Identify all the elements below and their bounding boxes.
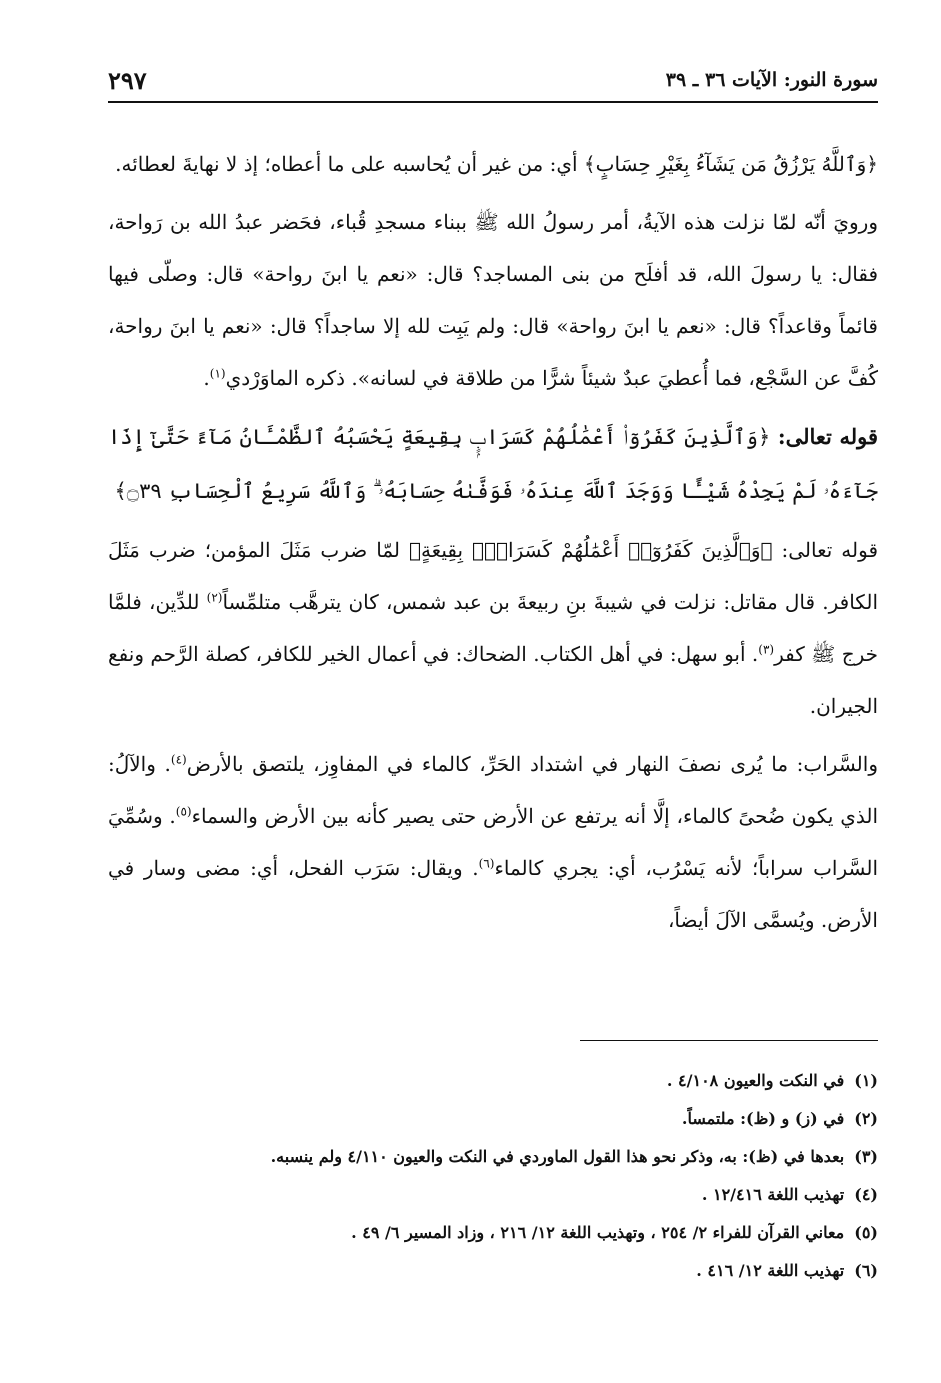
paragraph-1: ﴿وَٱللَّهُ يَرْزُقُ مَن يَشَآءُ بِغَيْرِ حِسَابٍ﴾ أي: من غير أن يُحاسبه على ما أعطاه؛ إذ لا نهايةَ لعطائه.: [115, 152, 878, 176]
footnote-text: في النكت والعيون ٤/١٠٨ .: [666, 1071, 845, 1090]
footnote-number: (٢): [854, 1109, 878, 1128]
footnote-separator: [580, 1040, 878, 1041]
paragraph-3: [108, 524, 878, 732]
footnote-text: تهذيب اللغة ١٢/٤١٦ .: [701, 1185, 845, 1204]
footnote-2: [108, 1100, 878, 1138]
verse-text: ﴿وَٱلَّذِينَ كَفَرُوٓا۟ أَعْمَٰلُهُمْ كَسَرَابٍۭ بِقِيعَةٍ يَحْسَبُهُ ٱلظَّمْـَٔانُ مَآءً حَتَّىٰٓ إِذَا جَآءَهُۥ لَمْ يَجِدْهُ شَيْـًٔا وَوَجَدَ ٱللَّهَ عِندَهُۥ فَوَفَّىٰهُ حِسَابَهُۥ ۗ وَٱللَّهُ سَرِيعُ ٱلْحِسَابِ ۝٣٩﴾: [108, 425, 878, 503]
footnote-text: بعدها في (ظ): به، وذكر نحو هذا القول الماوردي في النكت والعيون ٤/١١٠ ولم ينسبه.: [270, 1147, 845, 1166]
footnote-4: [108, 1176, 878, 1214]
footnote-5: [108, 1214, 878, 1252]
footnote-text: معاني القرآن للفراء ٢/ ٢٥٤ ، وتهذيب اللغة ١٢/ ٢١٦ ، وزاد المسير ٦/ ٤٩ .: [351, 1223, 845, 1242]
footnote-number: (٥): [854, 1223, 878, 1242]
footnote-number: (٦): [854, 1261, 878, 1280]
paragraph-4a: والسَّراب: ما يُرى نصفَ النهار في اشتداد الحَرِّ، كالماء في المفاوِز، يلتصق بالأرض: [186, 752, 878, 776]
paragraph-2-text: ورويَ أنّه لمّا نزلت هذه الآيةُ، أمر رسولُ الله ﷺ ببناء مسجدِ قُباء، فحَضر عبدُ الله بن رَواحة، فقال: يا رسولَ الله، قد أفلَح من بنى المساجد؟ قال: «نعم يا ابنَ رواحة» قال: وصلّى فيها قائماً وقاعداً؟ قال: «نعم يا ابنَ رواحة» قال: ولم يَبِت لله إلا ساجداً؟ قال: «نعم يا ابنَ رواحة، كُفَّ عن السَّجْع، فما أُعطيَ عبدٌ شيئاً شرًّا من طلاقة في لسانه». ذكره الماوَرْدي: [108, 210, 878, 390]
footnote-text: تهذيب اللغة ١٢/ ٤١٦ .: [696, 1261, 845, 1280]
paragraph-4b: . والآلُ: الذي يكون ضُحىً كالماء، إلَّا أنه يرتفع عن الأرض حتى يصير كأنه بين الأرض والسماء: [108, 752, 878, 828]
footnote-ref-4[interactable]: (٤): [170, 752, 187, 767]
paragraph-4c: . وسُمِّيَ السَّراب سراباً؛ لأنه يَسْرُب، أي: يجري كالماء: [108, 804, 878, 880]
main-text: [108, 138, 878, 948]
footnote-6: [108, 1252, 878, 1290]
paragraph-3c: . أبو سهل: في أهل الكتاب. الضحاك: في أعمال الخير للكافر، كصلة الرَّحم ونفع الجيران.: [108, 642, 878, 718]
paragraph-4d: . ويقال: سَرَب الفحل، أي: مضى وسار في الأرض. ويُسمَّى الآلَ أيضاً،: [108, 856, 878, 932]
paragraph-3b: للدِّين، فلمَّا خرج ﷺ كفر: [108, 590, 879, 666]
footnote-number: (٤): [854, 1185, 878, 1204]
footnote-number: (١): [854, 1071, 878, 1090]
page-header: [108, 62, 878, 98]
verse-heading: [108, 410, 878, 518]
footnote-ref-2[interactable]: (٢): [206, 590, 223, 605]
footnote-number: (٣): [854, 1147, 878, 1166]
paragraph-2-end: .: [203, 366, 210, 390]
page-number: ٢٩٧: [108, 65, 147, 95]
paragraph-3a: قوله تعالى: ﴿وَٱلَّذِينَ كَفَرُوٓا۟ أَعْمَٰلُهُمْ كَسَرَابٍۭ بِقِيعَةٍ﴾ لمّا ضرب مَثَلَ المؤمن؛ ضرب مَثَلَ الكافر. قال مقاتل: نزلت في شيبةَ بنِ ربيعةَ بن عبد شمس، كان يترهَّب متلمِّساً: [108, 538, 879, 614]
header-rule: [108, 101, 878, 103]
paragraph-2: [108, 196, 878, 404]
footnote-1: [108, 1062, 878, 1100]
footnote-ref-5[interactable]: (٥): [175, 804, 192, 819]
footnote-ref-1[interactable]: (١): [209, 366, 226, 381]
running-title: سورة النور: الآيات ٣٦ ـ ٣٩: [665, 69, 878, 91]
footnote-ref-6[interactable]: (٦): [478, 856, 495, 871]
footnote-3: [108, 1138, 878, 1176]
verse-intro: قوله تعالى:: [770, 424, 878, 449]
paragraph-4: [108, 738, 878, 946]
footnotes: [108, 1062, 878, 1290]
footnote-ref-3[interactable]: (٣): [758, 642, 775, 657]
footnote-text: في (ز) و (ظ): ملتمساً.: [681, 1109, 845, 1128]
